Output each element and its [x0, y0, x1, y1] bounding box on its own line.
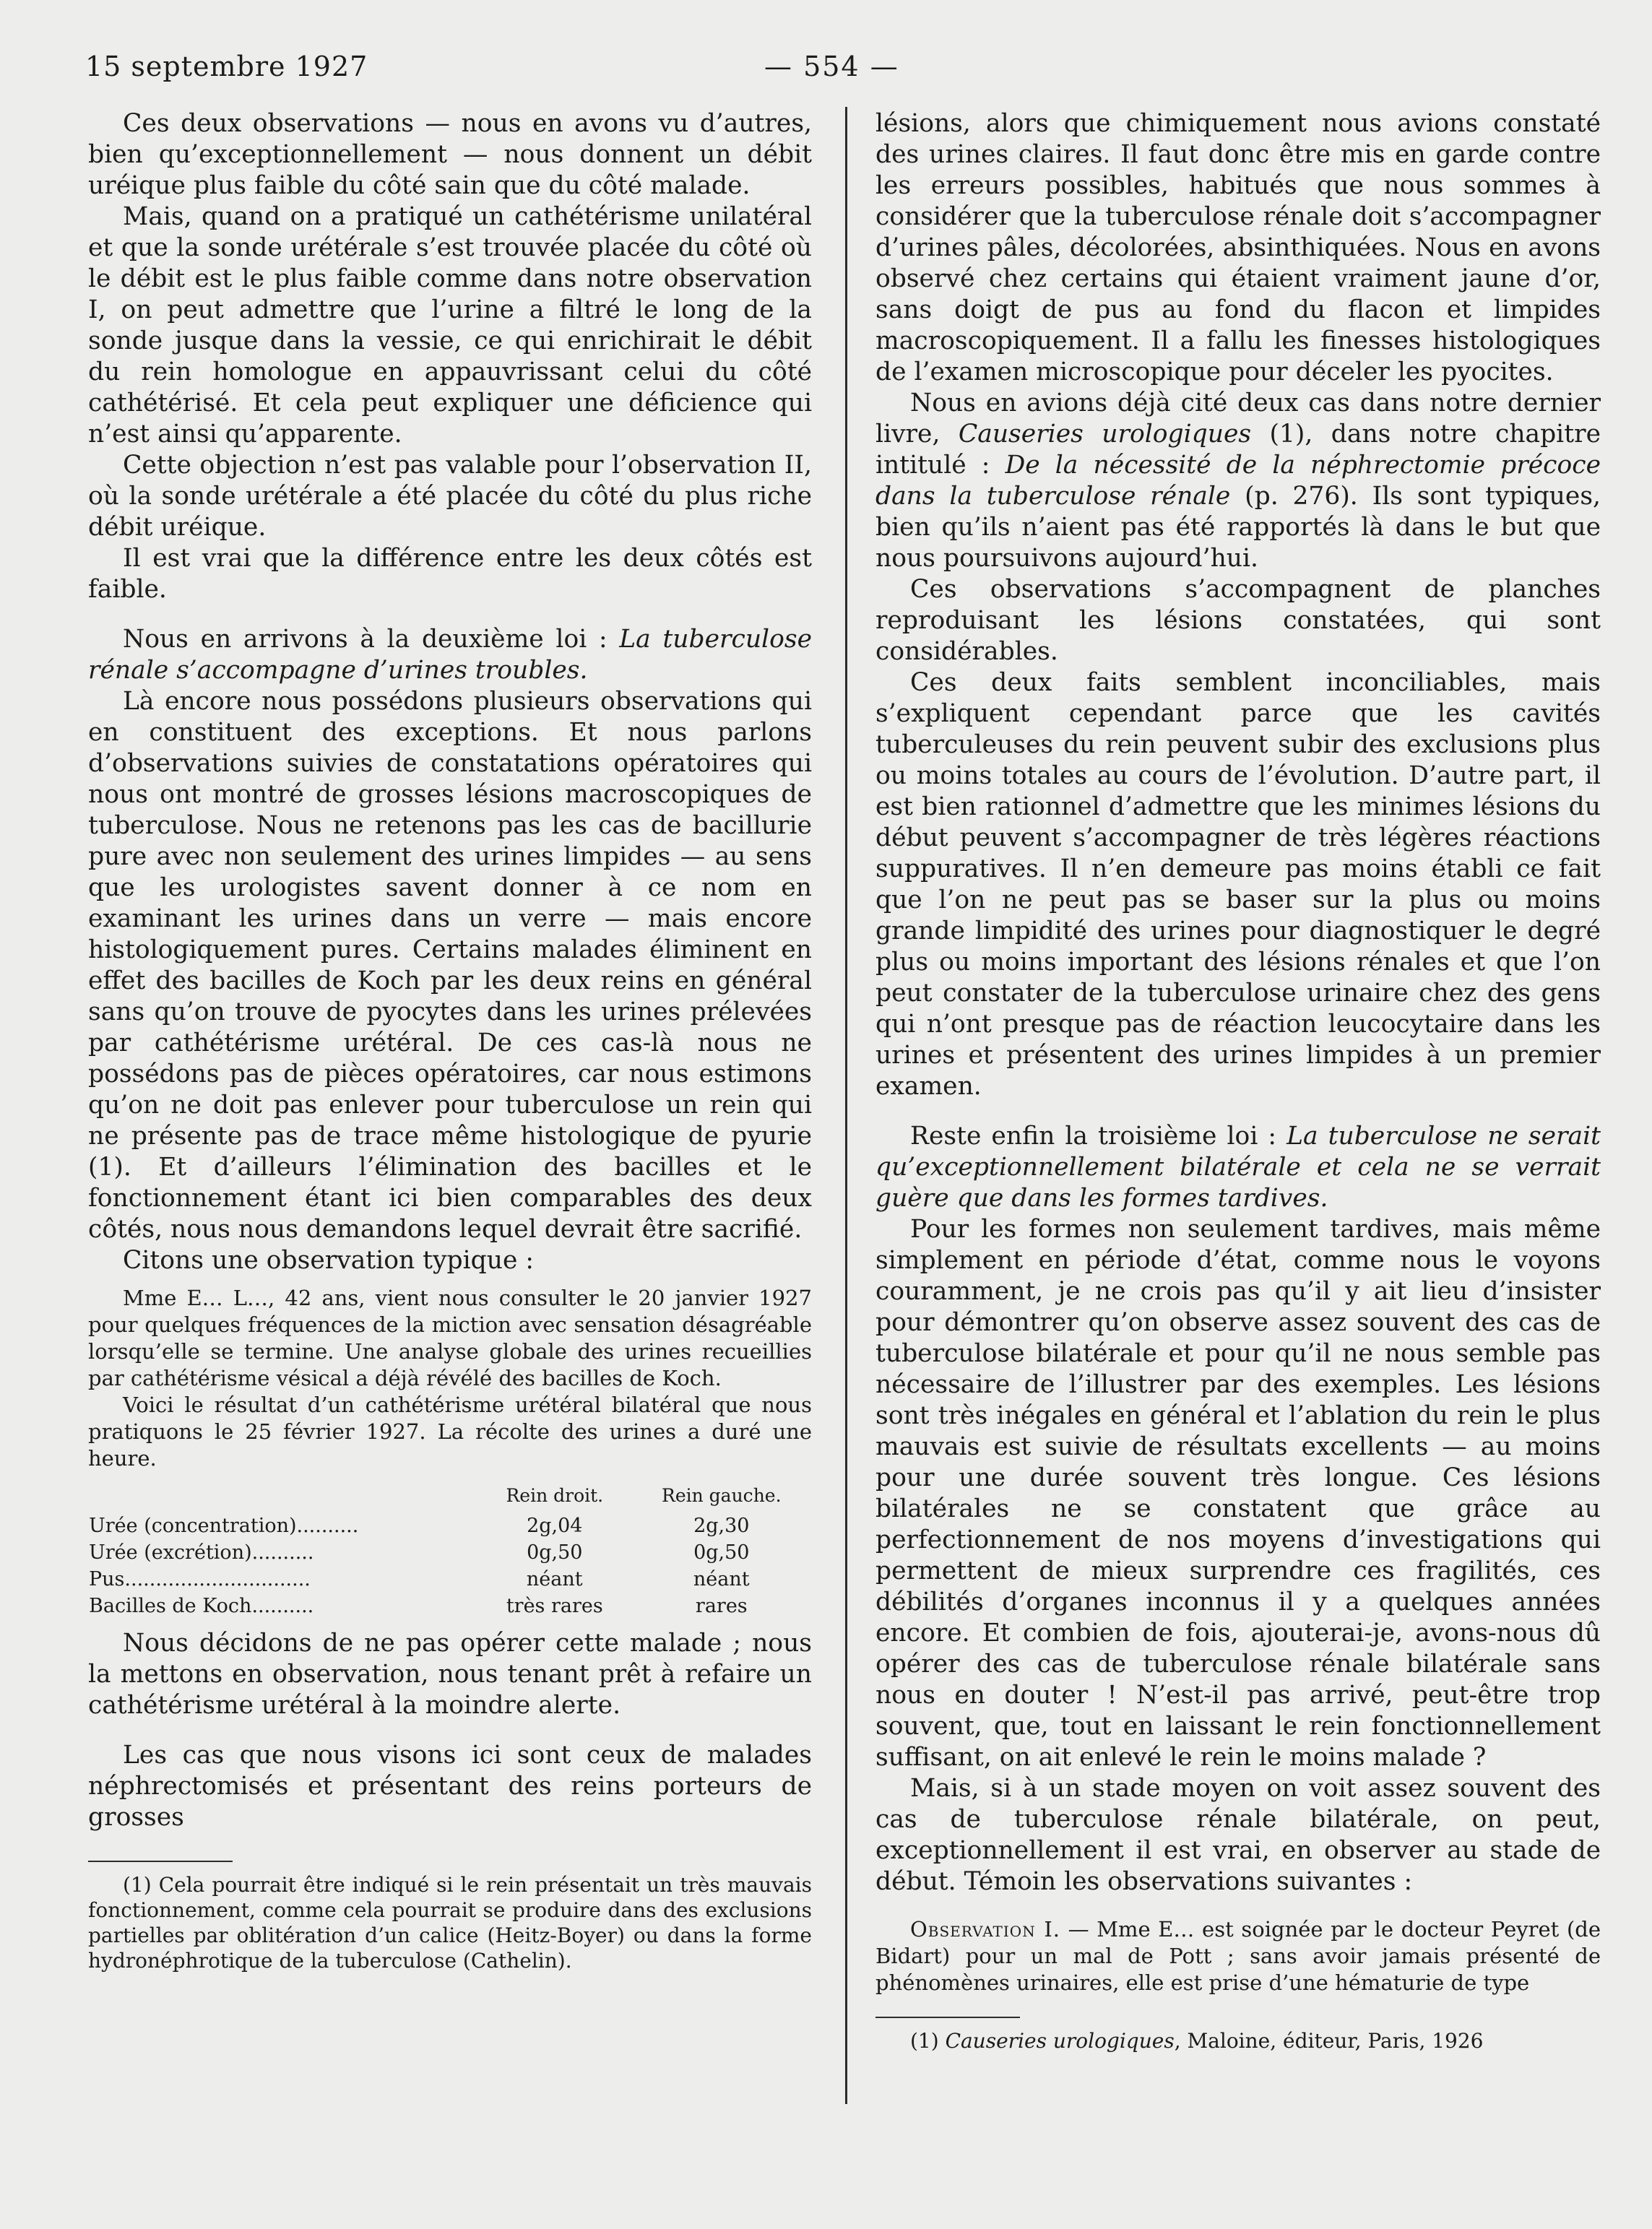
cell-right-kidney: très rares — [506, 1595, 603, 1617]
row-label: Pus.............................. — [89, 1568, 311, 1590]
law-lead: Nous en arrivons à la deuxième loi : — [123, 625, 620, 654]
results-table — [88, 1482, 813, 1619]
paragraph: lésions, alors que chimiquement nous avions constaté des urines claires. Il faut donc être mis en garde contre les erreurs possibles, habitués que nous sommes à considérer que la tuberculose rénale doit s’accompagner d’urines pâles, décolorées, absinthiquées. Nous en avons observé chez certains qui étaient vraiment jaune d’or, sans doigt de pus au fond du flacon et limpides macroscopiquement. Il a fallu les finesses histologiques de l’examen microscopique pour déceler les pyocites. — [875, 109, 1601, 386]
cell-right-kidney: néant — [526, 1568, 583, 1590]
header-date: 15 septembre 1927 — [85, 51, 368, 82]
law-statement: La tuberculose rénale s’accompagne d’urines troubles. — [88, 625, 812, 685]
row-label: Urée (concentration).......... — [89, 1515, 359, 1537]
paragraph: Les cas que nous visons ici sont ceux de malades néphrectomisés et présentant des reins porteurs de grosses — [88, 1741, 812, 1832]
row-label: Bacilles de Koch.......... — [89, 1595, 314, 1617]
second-law-paragraph — [88, 624, 812, 686]
cell-left-kidney: néant — [693, 1568, 750, 1590]
paragraph: Ces deux faits semblent inconciliables, mais s’expliquent cependant parce que les cavités tuberculeuses du rein peuvent subir des exclusions plus ou moins totales au cours de l’évolution. D’autre part, il est bien rationnel d’admettre que les minimes lésions du début peuvent s’accompagner de très légères réactions suppuratives. Il n’en demeure pas moins établi ce fait que l’on ne peut pas se baser sur la plus ou moins grande limpidité des urines pour diagnostiquer le degré plus ou moins important des lésions rénales et que l’on peut constater de la tuberculose urinaire chez des gens qui n’ont presque pas de réaction leucocytaire dans les urines et présentent des urines limpides à un premier examen. — [875, 668, 1601, 1101]
cell-right-kidney: 0g,50 — [527, 1541, 583, 1564]
paragraph: Cette objection n’est pas valable pour l’observation II, où la sonde urétérale a été placée du côté du plus riche débit uréique. — [88, 451, 812, 542]
paragraph: Ces deux observations — nous en avons vu d’autres, bien qu’exceptionnellement — nous donnent un débit uréique plus faible du côté sain que du côté malade. — [88, 109, 812, 200]
case-conclusion: Nous décidons de ne pas opérer cette malade ; nous la mettons en observation, nous tenant prêt à refaire un cathétérisme urétéral à la moindre alerte. — [88, 1629, 812, 1720]
observation-paragraph: Observation I. — Mme E… est soignée par le docteur Peyret (de Bidart) pour un mal de Pott ; sans avoir jamais présenté de phénomènes urinaires, elle est prise d’une hématurie de type — [875, 1917, 1601, 1995]
observation-label: Observation I. — [910, 1917, 1060, 1942]
row-label: Urée (excrétion).......... — [89, 1541, 314, 1564]
column-header: Rein droit. — [506, 1485, 604, 1506]
paragraph: Mais, quand on a pratiqué un cathétérisme unilatéral et que la sonde urétérale s’est trouvée placée du côté où le débit est le plus faible comme dans notre observation I, on peut admettre que l’urine a filtré le long de la sonde jusque dans la vessie, ce qui enrichirait le débit du rein homologue en appauvrissant celui du côté cathétérisé. Et cela peut expliquer une déficience qui n’est ainsi qu’apparente. — [88, 202, 812, 449]
table-row — [88, 1593, 813, 1619]
footnote-rule — [875, 2017, 1020, 2018]
chapter-title: De la nécessité de la néphrectomie précoce dans la tuberculose rénale — [875, 451, 1601, 511]
table-row — [88, 1539, 813, 1566]
cell-left-kidney: rares — [695, 1595, 748, 1617]
running-header — [85, 51, 1645, 94]
page-number: — 554 — — [764, 51, 899, 82]
column-header: Rein gauche. — [662, 1485, 782, 1506]
paragraph: Là encore nous possédons plusieurs observations qui en constituent des exceptions. Et nous parlons d’observations suivies de constatations opératoires qui nous ont montré de grosses lésions macroscopiques de tuberculose. Nous ne retenons pas les cas de bacillurie pure avec non seulement des urines limpides — au sens que les urologistes savent donner à ce nom en examinant les urines dans un verre — mais encore histologiquement pures. Certains malades éliminent en effet des bacilles de Koch par les deux reins en général sans qu’on trouve de pyocytes dans les urines prélevées par cathétérisme urétéral. De ces cas-là nous ne possédons pas de pièces opératoires, car nous estimons qu’on ne doit pas enlever pour tuberculose un rein qui ne présente pas de trace même histologique de pyurie (1). Et d’ailleurs l’élimination des bacilles et le fonctionnement étant ici bien comparables des deux côtés, nous nous demandons lequel devrait être sacrifié. — [88, 687, 812, 1244]
cell-left-kidney: 0g,50 — [693, 1541, 750, 1564]
cell-right-kidney: 2g,04 — [527, 1515, 583, 1537]
law-statement: La tuberculose ne serait qu’exceptionnellement bilatérale et cela ne se verrait guère que dans les formes tardives. — [875, 1122, 1601, 1213]
book-title: Causeries urologiques — [958, 420, 1252, 449]
paragraph: Il est vrai que la différence entre les deux côtés est faible. — [88, 544, 812, 604]
footnote: (1) Cela pourrait être indiqué si le rein présentait un très mauvais fonctionnement, comme cela pourrait se produire dans des exclusions partielles par oblitération d’un calice (Heitz-Boyer) ou dans la forme hydronéphrotique de la tuberculose (Cathelin). — [88, 1873, 812, 1973]
table-header-row — [88, 1482, 813, 1512]
cell-left-kidney: 2g,30 — [693, 1515, 750, 1537]
law-lead: Reste enfin la troisième loi : — [910, 1122, 1287, 1151]
right-column — [875, 108, 1601, 2053]
paragraph: Pour les formes non seulement tardives, mais même simplement en période d’état, comme nous le voyons couramment, je ne crois pas qu’il y ait lieu d’insister pour démontrer qu’on observe assez souvent des cas de tuberculose bilatérale et pour qu’il ne nous semble pas nécessaire de l’illustrer par des exemples. Les lésions sont très inégales en général et l’ablation du rein le plus mauvais est suivie de résultats excellents — au moins pour une durée souvent très longue. Ces lésions bilatérales ne se constatent que grâce au perfectionnement de nos moyens d’investigations qui permettent de mieux surprendre ces fragilités, ces débilités d’organes inconnus il y a quelques années encore. Et combien de fois, ajouterai-je, avons-nous dû opérer des cas de tuberculose rénale bilatérale sans nous en douter ! N’est-il pas arrivé, peut-être trop souvent, que, tout en laissant le rein fonctionnellement suffisant, on ait enlevé le rein le moins malade ? — [875, 1215, 1601, 1772]
paragraph: Ces observations s’accompagnent de planches reproduisant les lésions constatées, qui sont considérables. — [875, 575, 1601, 666]
third-law-paragraph — [875, 1121, 1601, 1214]
left-column — [88, 108, 812, 1973]
paragraph: Mais, si à un stade moyen on voit assez souvent des cas de tuberculose rénale bilatérale, on peut, exceptionnellement il est vrai, en observer au stade de début. Témoin les observations suivantes : — [875, 1774, 1601, 1896]
footnote: (1) Causeries urologiques, Maloine, éditeur, Paris, 1926 — [910, 2029, 1484, 2053]
table-row — [88, 1566, 813, 1593]
case-paragraph: Voici le résultat d’un cathétérisme urétéral bilatéral que nous pratiquons le 25 février 1927. La récolte des urines a duré une heure. — [88, 1393, 812, 1471]
case-paragraph: Mme E… L…, 42 ans, vient nous consulter le 20 janvier 1927 pour quelques fréquences de la miction avec sensation désagréable lorsqu’elle se termine. Une analyse globale des urines recueillies par cathétérisme vésical a déjà révélé des bacilles de Koch. — [88, 1286, 812, 1390]
table-row — [88, 1512, 813, 1539]
column-divider — [845, 107, 847, 2104]
footnote-rule — [88, 1861, 233, 1862]
paragraph: Nous en avions déjà cité deux cas dans notre dernier livre, Causeries urologiques (1), dans notre chapitre intitulé : De la nécessité de la néphrectomie précoce dans la tuberculose rénale (p. 276). Ils sont typiques, bien qu’ils n’aient pas été rapportés là dans le but que nous poursuivons aujourd’hui. — [875, 389, 1601, 573]
paragraph: Citons une observation typique : — [123, 1246, 534, 1275]
